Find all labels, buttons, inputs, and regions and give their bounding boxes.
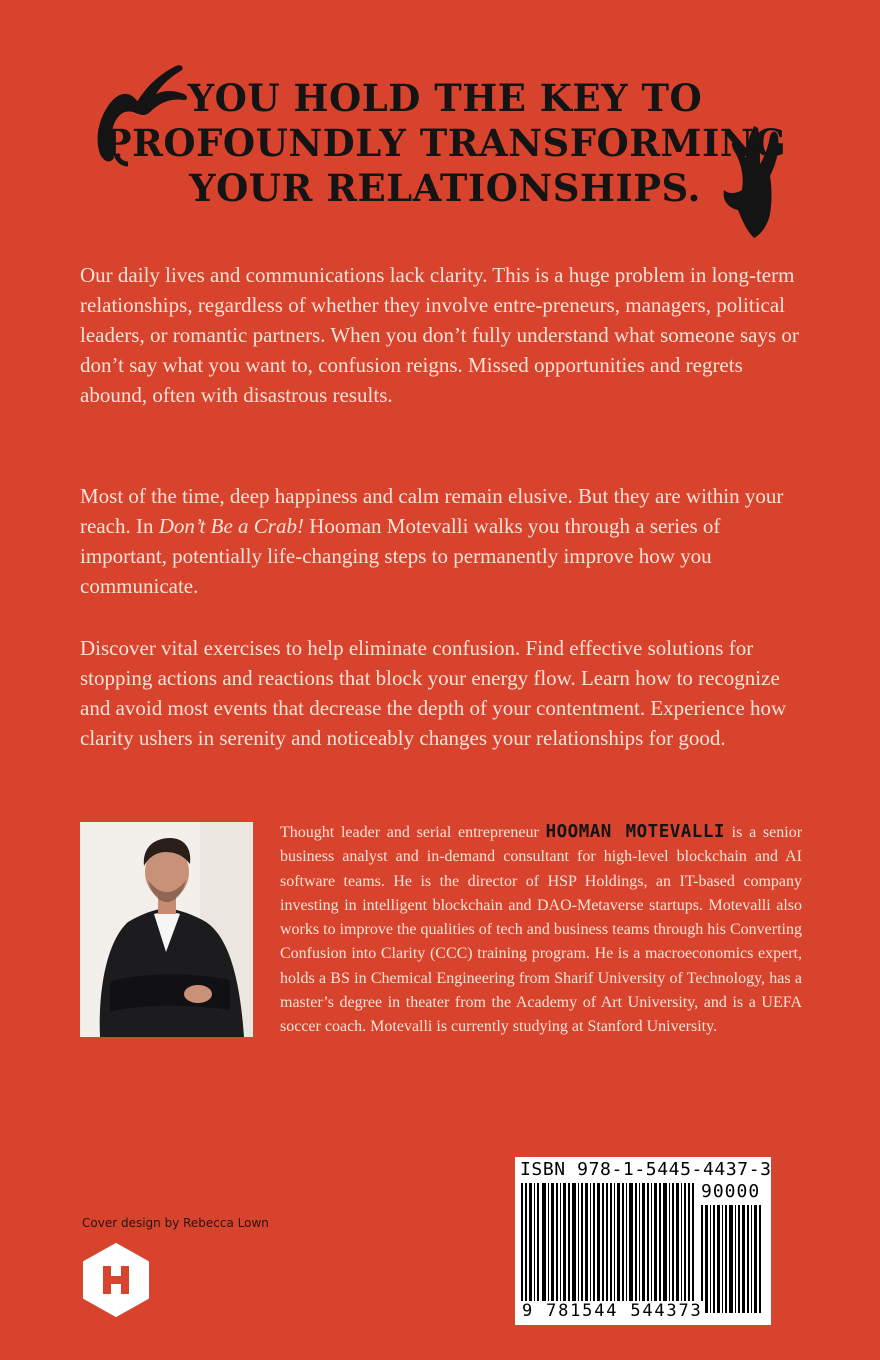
headline [100,76,790,211]
author-bio [80,820,802,1042]
cover-design-credit: Cover design by Rebecca Lown [82,1216,269,1230]
paragraph-1-text: Our daily lives and communications lack clarity. This is a huge problem in long-term relationships, regardless of whether they involve entre-preneurs, managers, political leaders, or romantic partners. When you don’t fully understand what someone says or don’t say what you want to, confusion reigns. Missed opportunities and regrets abound, often with disastrous results. [80,263,799,407]
ean-number: 9 781544 544373 [522,1301,703,1321]
price-code: 90000 [701,1181,761,1202]
paragraph-3-text: Discover vital exercises to help eliminate confusion. Find effective solutions for stopping actions and reactions that block your energy flow. Learn how to recognize and avoid most events that decrease the depth of your contentment. Experience how clarity ushers in serenity and noticeably changes your relationships for good. [80,636,787,750]
isbn-barcode [515,1157,771,1325]
barcode-bars [521,1183,696,1309]
description-paragraph-1 [80,260,802,410]
bio-intro: Thought leader and serial entrepreneur [280,824,546,841]
isbn-number: ISBN 978-1-5445-4437-3 [520,1159,772,1180]
author-name: HOOMAN MOTEVALLI [545,822,725,842]
paragraph-2-text-start: Most of the time, deep happiness and calm remain elusive. But they are within your reach. In [80,484,784,538]
publisher-logo-icon [82,1242,150,1318]
book-title-italic: Don’t Be a Crab! [158,514,304,538]
headline-line-2: PROFOUNDLY TRANSFORMING [103,121,787,165]
bio-text: is a senior business analyst and in-demand consultant for high-level blockchain and AI software teams. He is the director of HSP Holdings, an IT-based company investing in intelligent blockchain and DAO-Metaverse startups. Motevalli also works to improve the qualities of tech and business teams through his Converting Confusion into Clarity (CCC) training program. He is a macroeconomics expert, holds a BS in Chemical Engineering from Sharif University of Technology, has a master’s degree in theater from the Academy of Art University, and is a UEFA soccer coach. Motevalli is currently studying at Stanford University. [280,824,803,1036]
description-paragraph-2 [80,481,802,601]
headline-line-3: YOUR RELATIONSHIPS. [189,166,701,210]
headline-line-1: YOU HOLD THE KEY TO [187,76,703,120]
paragraph-2-text-end: Hooman Motevalli walks you through a series of important, potentially life-changing steps to permanently improve how you communicate. [80,514,721,598]
description-paragraph-3 [80,633,802,753]
price-addon-bars [701,1205,765,1313]
